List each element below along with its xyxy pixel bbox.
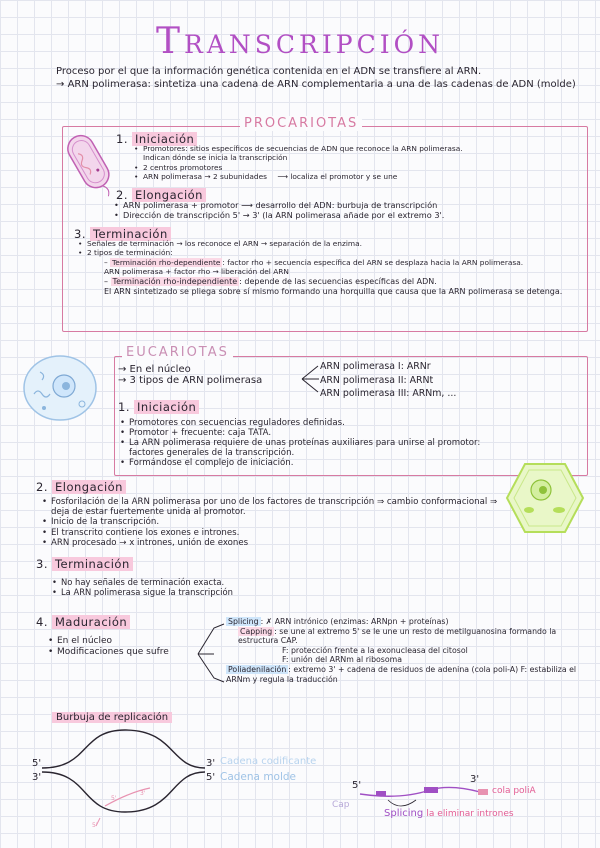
pro-iniciacion-heading: 1. Iniciación [116,132,197,146]
pro-ini-point-2: • 2 centros promotores [134,163,580,172]
mad-splicing: Splicing : ✗ ARN intrónico (enzimas: ARNpn + proteínas) [228,617,449,626]
pro-ter-rho-ind: – Terminación rho-independiente : depende de las secuencias específicas del ADN. El ARN sintetizado se pliega sobre sí mismo formando una horquilla que causa que la ARN polimerasa se detenga. [104,276,563,296]
euc-elongacion-heading: 2. Elongación [36,480,126,494]
pro-terminacion-heading: 3. Terminación [74,227,171,241]
label-5-top: 5' [32,758,42,769]
inner-5: 5' [111,795,117,802]
inner-5b: 5' [92,822,98,829]
mad-capping-f2: F: unión del ARNm al ribosoma [282,655,402,665]
euc-ter-point-1: • No hay señales de terminación exacta. [52,577,452,587]
pol-3: ARN polimerasa III: ARNm, ... [320,388,457,400]
pro-ini-point-3: • ARN polimerasa → 2 subunidades ⟶ localiza el promotor y se une [134,172,580,181]
euc-mad-point-1: • En el núcleo [48,636,218,647]
euc-elo-point-1: • Fosforilación de la ARN polimerasa por uno de los factores de transcripción ⇒ cambio conformacional ⇒ deja de estar fuertemente unida al promotor. [42,497,502,517]
cola-poli-a-label: cola poliA [492,786,536,796]
pro-ini-point-1: • Promotores: sitios específicos de secuencias de ADN que reconoce la ARN polimerasa. Indican dónde se inicia la transcripción [134,144,580,163]
euc-tipos: → 3 tipos de ARN polimerasa [118,375,263,386]
label-3-bottom: 3' [32,772,42,783]
rna-3: 3' [470,774,480,785]
euc-ini-point-4: • Formándose el complejo de iniciación. [120,458,500,468]
euc-elo-point-3: • El transcrito contiene los exones e intrones. [42,528,502,538]
cadena-codificante-label: Cadena codificante [220,756,317,767]
intro-rest: : sintetiza una cadena de ARN complementaria a una de las cadenas de ADN (molde) [147,78,576,90]
euc-ini-point-1: • Promotores con secuencias reguladores definidas. [120,418,500,428]
euc-maduracion-heading: 4. Maduración [36,615,130,629]
euc-ini-point-2: • Promotor + frecuente: caja TATA. [120,428,500,438]
procariotas-label: PROCARIOTAS [240,116,362,131]
rna-5: 5' [352,780,362,791]
cadena-molde-label: Cadena molde [220,771,297,783]
splicing-diagram-label: Splicing la eliminar intrones [384,808,514,819]
diagram-title: Burbuja de replicación [52,712,172,723]
euc-elo-point-2: • Inicio de la transcripción. [42,517,502,527]
pol-2: ARN polimerasa II: ARNt [320,374,434,386]
euc-ini-point-3: • La ARN polimerasa requiere de unas proteínas auxiliares para unirse al promotor: factores generales de la transcripción. [120,438,500,458]
pro-elongacion-heading: 2. Elongación [116,188,206,202]
page-title: Transcripción [156,21,444,62]
cap-label: Cap [332,800,350,810]
inner-3: 3' [140,790,146,797]
pro-ter-point-2: • 2 tipos de terminación: [78,248,578,257]
pro-elo-point-1: • ARN polimerasa + promotor ⟶ desarrollo del ADN: burbuja de transcripción [114,200,584,210]
euc-terminacion-heading: 3. Terminación [36,557,133,571]
right-3-top: 3' [206,758,216,769]
mad-poli: Poliadenilación : extremo 3' + cadena de residuos de adenina (cola poli-A) F: estabiliza el ARNm y regula la traducción [226,664,577,684]
mad-capping: Capping : se une al extremo 5' se le une un resto de metilguanosina formando la estructura CAP. [238,626,557,646]
eucariotas-label: EUCARIOTAS [122,345,233,360]
pro-elo-point-2: • Dirección de transcripción 5' → 3' (la ARN polimerasa añade por el extremo 3'. [114,210,584,220]
intro-line1: Proceso por el que la información genética contenida en el ADN se transfiere al ARN. [56,66,482,77]
euc-ter-point-2: • La ARN polimerasa sigue la transcripción [52,587,452,597]
euc-elo-point-4: • ARN procesado → x intrones, unión de exones [42,538,502,548]
euc-mad-point-2: • Modificaciones que sufre [48,647,218,658]
pro-ter-rho-dep: – Terminación rho-dependiente : factor rho + secuencia específica del ARN se desplaza hacia la ARN polimerasa. ARN polimerasa + factor rho → liberación del ARN [104,257,524,277]
euc-iniciacion-heading: 1. Iniciación [118,400,199,414]
euc-nucleo: → En el núcleo [118,364,191,375]
mad-capping-f1: F: protección frente a la exonucleasa del citosol [282,645,468,655]
right-5-bottom: 5' [206,772,216,783]
pro-ter-point-1: • Señales de terminación → los reconoce el ARN → separación de la enzima. [78,239,578,248]
arrow-icon: → [56,78,65,90]
intro-term: ARN polimerasa [67,78,148,90]
pol-1: ARN polimerasa I: ARNr [320,361,431,372]
